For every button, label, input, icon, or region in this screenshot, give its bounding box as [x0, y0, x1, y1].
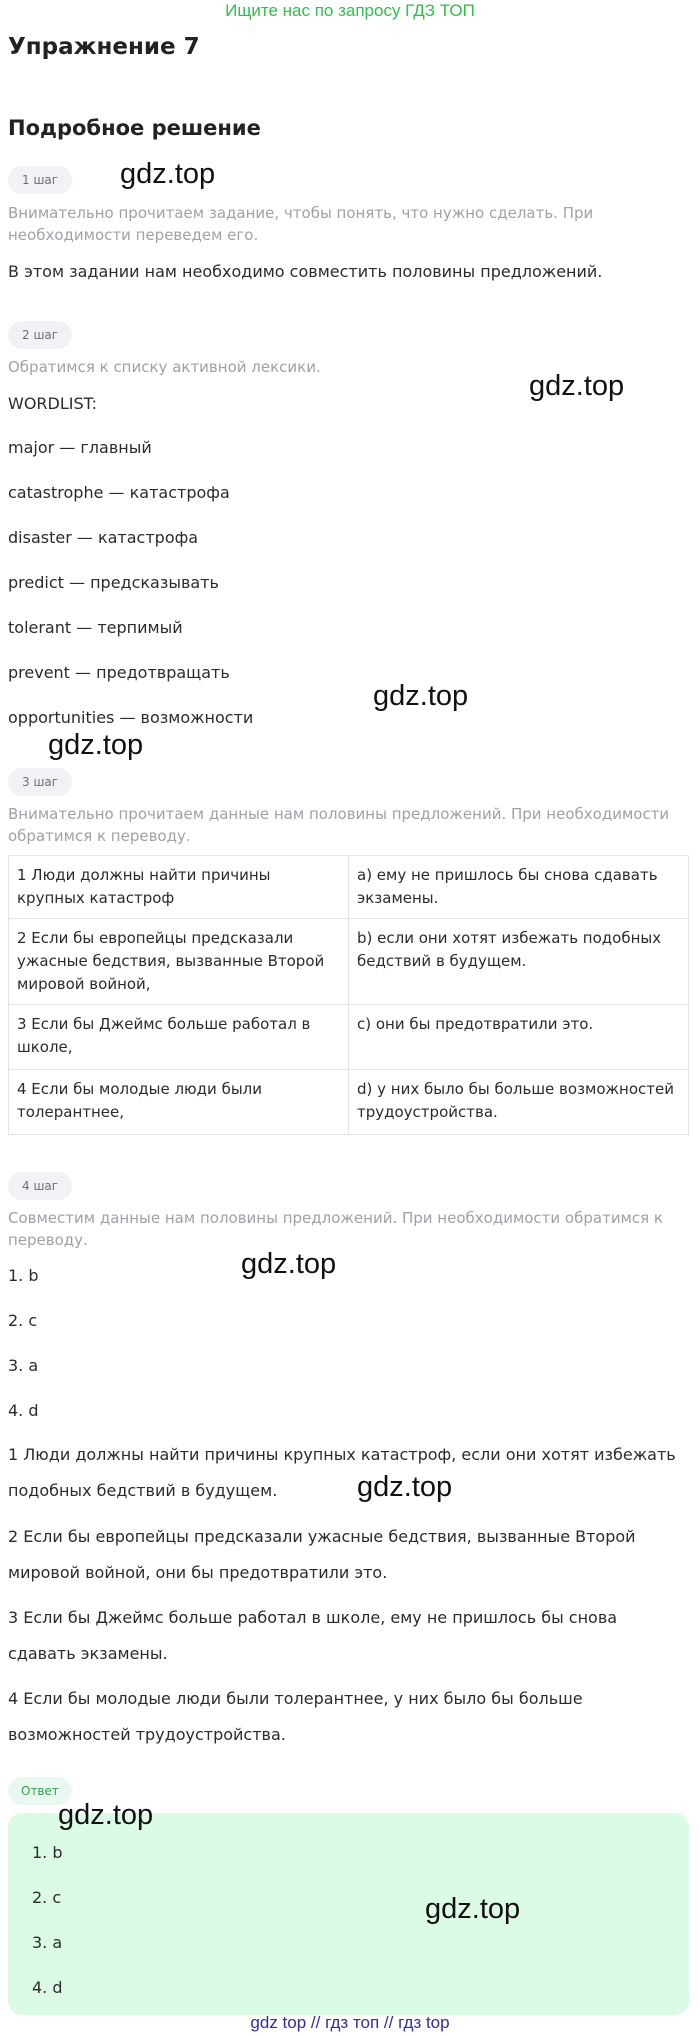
combined-sentence: 4 Если бы молодые люди были толерантнее, у них было бы больше возможностей трудоустройства.	[8, 1689, 583, 1744]
table-cell: d) у них было бы больше возможностей трудоустройства.	[349, 1070, 689, 1135]
table-cell: 3 Если бы Джеймс больше работал в школе,	[9, 1005, 349, 1070]
watermark: gdz.top	[529, 370, 625, 402]
wordlist-item: catastrophe — катастрофа	[8, 483, 230, 502]
wordlist-item: prevent — предотвращать	[8, 663, 230, 682]
sentence-halves-table	[8, 855, 689, 1135]
answer-item: 1. b	[32, 1843, 63, 1862]
wordlist-item: predict — предсказывать	[8, 573, 219, 592]
wordlist-item: disaster — катастрофа	[8, 528, 199, 547]
step-4-badge: 4 шаг	[8, 1172, 72, 1200]
combined-sentence: 1 Люди должны найти причины крупных катастроф, если они хотят избежать подобных бедствий в будущем.	[8, 1445, 676, 1500]
combined-sentence: 2 Если бы европейцы предсказали ужасные бедствия, вызванные Второй мировой войной, они бы предотвратили это.	[8, 1527, 636, 1582]
wordlist-item: tolerant — терпимый	[8, 618, 183, 637]
watermark: gdz.top	[241, 1248, 337, 1280]
answer-box	[8, 1813, 689, 2015]
match-item: 4. d	[8, 1401, 39, 1420]
table-cell: 2 Если бы европейцы предсказали ужасные бедствия, вызванные Второй мировой войной,	[9, 919, 349, 1005]
table-cell: b) если они хотят избежать подобных бедствий в будущем.	[349, 919, 689, 1005]
step-4-hint: Совместим данные нам половины предложений. При необходимости обратимся к переводу.	[8, 1209, 663, 1249]
wordlist-item: opportunities — возможности	[8, 708, 254, 727]
step-1-text: В этом задании нам необходимо совместить половины предложений.	[8, 262, 603, 281]
wordlist-title: WORDLIST:	[8, 394, 98, 413]
wordlist-item: major — главный	[8, 438, 152, 457]
table-row	[9, 856, 689, 919]
answer-badge: Ответ	[8, 1777, 72, 1805]
combined-sentence: 3 Если бы Джеймс больше работал в школе, ему не пришлось бы снова сдавать экзамены.	[8, 1608, 618, 1663]
step-2-hint: Обратимся к списку активной лексики.	[8, 358, 321, 376]
table-row	[9, 1005, 689, 1070]
watermark: gdz.top	[120, 158, 216, 190]
table-cell: a) ему не пришлось бы снова сдавать экзамены.	[349, 856, 689, 919]
table-row	[9, 1070, 689, 1135]
table-cell: c) они бы предотвратили это.	[349, 1005, 689, 1070]
watermark: gdz.top	[58, 1799, 154, 1831]
match-item: 1. b	[8, 1266, 39, 1285]
table-cell: 4 Если бы молодые люди были толерантнее,	[9, 1070, 349, 1135]
match-item: 3. a	[8, 1356, 39, 1375]
match-item: 2. c	[8, 1311, 38, 1330]
watermark: gdz.top	[357, 1471, 453, 1503]
footer-links: gdz top // гдз топ // гдз top	[250, 2013, 450, 2032]
step-1-hint: Внимательно прочитаем задание, чтобы понять, что нужно сделать. При необходимости переведем его.	[8, 204, 594, 244]
promo-banner: Ищите нас по запросу ГДЗ ТОП	[225, 1, 475, 20]
watermark: gdz.top	[373, 680, 469, 712]
watermark: gdz.top	[425, 1893, 521, 1925]
step-1-badge: 1 шаг	[8, 166, 72, 194]
table-row	[9, 919, 689, 1005]
watermark: gdz.top	[48, 729, 144, 761]
answer-item: 2. c	[32, 1888, 62, 1907]
table-cell: 1 Люди должны найти причины крупных катастроф	[9, 856, 349, 919]
answer-item: 3. a	[32, 1933, 63, 1952]
step-2-badge: 2 шаг	[8, 321, 72, 349]
page-title: Упражнение 7	[8, 34, 200, 60]
step-3-badge: 3 шаг	[8, 768, 72, 796]
section-title: Подробное решение	[8, 116, 261, 140]
answer-item: 4. d	[32, 1978, 63, 1997]
step-3-hint: Внимательно прочитаем данные нам половины предложений. При необходимости обратимся к переводу.	[8, 805, 670, 845]
